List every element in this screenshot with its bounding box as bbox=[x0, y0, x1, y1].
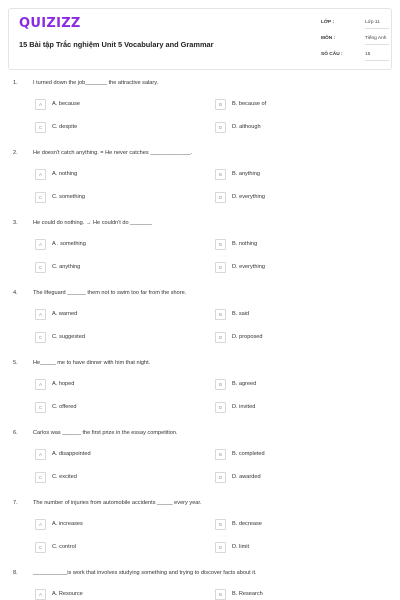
option-b[interactable] bbox=[215, 589, 385, 600]
quizizz-logo: QUIZIZZ bbox=[19, 16, 81, 31]
option-c[interactable] bbox=[35, 262, 205, 274]
option-text: A. hoped bbox=[52, 381, 75, 387]
option-text: D. everything bbox=[232, 264, 265, 270]
option-letter-box: B bbox=[215, 239, 226, 250]
meta-key: LỚP : bbox=[321, 20, 335, 25]
option-letter-box: D bbox=[215, 402, 226, 413]
option-text: C. suggested bbox=[52, 334, 85, 340]
option-text: B. decrease bbox=[232, 521, 262, 527]
question-3 bbox=[0, 220, 400, 290]
option-text: A. because bbox=[52, 101, 80, 107]
question-text: The number of injuries from automobile accidents _____ every year. bbox=[33, 500, 202, 506]
option-c[interactable] bbox=[35, 332, 205, 344]
option-letter-box: D bbox=[215, 192, 226, 203]
option-text: C. something bbox=[52, 194, 85, 200]
option-text: C. despite bbox=[52, 124, 78, 130]
option-b[interactable] bbox=[215, 379, 385, 391]
option-letter-box: A bbox=[35, 449, 46, 460]
option-letter-box: B bbox=[215, 449, 226, 460]
meta-value: Lớp 11 bbox=[365, 20, 380, 25]
option-d[interactable] bbox=[215, 262, 385, 274]
question-text: Carlos was ______ the first prize in the essay competition. bbox=[33, 430, 178, 436]
question-text: I turned down the job_______ the attractive salary. bbox=[33, 80, 159, 86]
option-letter-box: A bbox=[35, 519, 46, 530]
option-text: D. although bbox=[232, 124, 261, 130]
option-text: C. offered bbox=[52, 404, 77, 410]
question-text: He could do nothing. → He couldn't do _______ bbox=[33, 220, 152, 226]
option-d[interactable] bbox=[215, 192, 385, 204]
option-letter-box: B bbox=[215, 379, 226, 390]
option-letter-box: B bbox=[215, 309, 226, 320]
option-letter-box: D bbox=[215, 122, 226, 133]
option-text: C. anything bbox=[52, 264, 81, 270]
option-d[interactable] bbox=[215, 332, 385, 344]
question-1 bbox=[0, 80, 400, 150]
option-b[interactable] bbox=[215, 449, 385, 461]
option-a[interactable] bbox=[35, 169, 205, 181]
option-text: B. agreed bbox=[232, 381, 257, 387]
question-number: 4. bbox=[13, 290, 18, 296]
question-7 bbox=[0, 500, 400, 570]
option-letter-box: C bbox=[35, 402, 46, 413]
option-a[interactable] bbox=[35, 589, 205, 600]
option-c[interactable] bbox=[35, 122, 205, 134]
option-letter-box: C bbox=[35, 262, 46, 273]
page-title: 15 Bài tập Trắc nghiệm Unit 5 Vocabulary and Grammar bbox=[19, 40, 214, 49]
option-text: A. nothing bbox=[52, 171, 78, 177]
option-text: A. disappointed bbox=[52, 451, 91, 457]
option-c[interactable] bbox=[35, 472, 205, 484]
option-d[interactable] bbox=[215, 402, 385, 414]
question-5 bbox=[0, 360, 400, 430]
option-a[interactable] bbox=[35, 239, 205, 251]
option-c[interactable] bbox=[35, 402, 205, 414]
question-number: 8. bbox=[13, 570, 18, 576]
option-a[interactable] bbox=[35, 379, 205, 391]
option-letter-box: A bbox=[35, 99, 46, 110]
option-a[interactable] bbox=[35, 309, 205, 321]
option-d[interactable] bbox=[215, 122, 385, 134]
option-text: C. control bbox=[52, 544, 76, 550]
option-text: A. warned bbox=[52, 311, 78, 317]
question-number: 1. bbox=[13, 80, 18, 86]
option-text: C. excited bbox=[52, 474, 77, 480]
option-letter-box: C bbox=[35, 472, 46, 483]
option-text: B. said bbox=[232, 311, 250, 317]
option-d[interactable] bbox=[215, 542, 385, 554]
meta-value: Tiếng Anh bbox=[365, 36, 387, 41]
option-a[interactable] bbox=[35, 449, 205, 461]
option-letter-box: A bbox=[35, 379, 46, 390]
option-text: B. Research bbox=[232, 591, 263, 597]
option-letter-box: C bbox=[35, 192, 46, 203]
option-b[interactable] bbox=[215, 519, 385, 531]
option-letter-box: D bbox=[215, 332, 226, 343]
option-text: A . something bbox=[52, 241, 86, 247]
option-a[interactable] bbox=[35, 519, 205, 531]
option-b[interactable] bbox=[215, 99, 385, 111]
option-letter-box: C bbox=[35, 122, 46, 133]
option-b[interactable] bbox=[215, 309, 385, 321]
option-letter-box: D bbox=[215, 262, 226, 273]
option-text: D. invited bbox=[232, 404, 256, 410]
question-2 bbox=[0, 150, 400, 220]
question-6 bbox=[0, 430, 400, 500]
question-number: 2. bbox=[13, 150, 18, 156]
option-text: B. anything bbox=[232, 171, 260, 177]
question-number: 6. bbox=[13, 430, 18, 436]
option-d[interactable] bbox=[215, 472, 385, 484]
question-4 bbox=[0, 290, 400, 360]
option-c[interactable] bbox=[35, 192, 205, 204]
meta-key: MÔN : bbox=[321, 36, 336, 41]
option-letter-box: D bbox=[215, 472, 226, 483]
option-letter-box: A bbox=[35, 239, 46, 250]
option-a[interactable] bbox=[35, 99, 205, 111]
option-letter-box: A bbox=[35, 169, 46, 180]
question-number: 5. bbox=[13, 360, 18, 366]
option-text: B. because of bbox=[232, 101, 267, 107]
option-text: D. everything bbox=[232, 194, 265, 200]
meta-key: SỐ CÂU : bbox=[321, 52, 343, 57]
option-b[interactable] bbox=[215, 239, 385, 251]
option-letter-box: D bbox=[215, 542, 226, 553]
question-text: The lifeguard ______ them not to swim too far from the shore. bbox=[33, 290, 187, 296]
option-text: D. limit bbox=[232, 544, 250, 550]
question-number: 3. bbox=[13, 220, 18, 226]
option-letter-box: A bbox=[35, 589, 46, 600]
option-text: A. increases bbox=[52, 521, 83, 527]
option-letter-box: B bbox=[215, 169, 226, 180]
question-text: He doesn't catch anything. = He never catches _____________. bbox=[33, 150, 193, 156]
question-text: He_____ me to have dinner with him that night. bbox=[33, 360, 151, 366]
option-c[interactable] bbox=[35, 542, 205, 554]
option-letter-box: C bbox=[35, 542, 46, 553]
option-text: D. awarded bbox=[232, 474, 261, 480]
option-text: B. completed bbox=[232, 451, 265, 457]
option-b[interactable] bbox=[215, 169, 385, 181]
option-letter-box: A bbox=[35, 309, 46, 320]
option-letter-box: B bbox=[215, 519, 226, 530]
option-text: B. nothing bbox=[232, 241, 258, 247]
option-letter-box: B bbox=[215, 99, 226, 110]
option-letter-box: B bbox=[215, 589, 226, 600]
question-8 bbox=[0, 570, 400, 600]
meta-value: 15 bbox=[365, 52, 371, 57]
question-number: 7. bbox=[13, 500, 18, 506]
question-text: ___________is work that involves studying something and trying to discover facts about it. bbox=[33, 570, 257, 576]
option-text: A. Resource bbox=[52, 591, 83, 597]
option-text: D. proposed bbox=[232, 334, 263, 340]
option-letter-box: C bbox=[35, 332, 46, 343]
